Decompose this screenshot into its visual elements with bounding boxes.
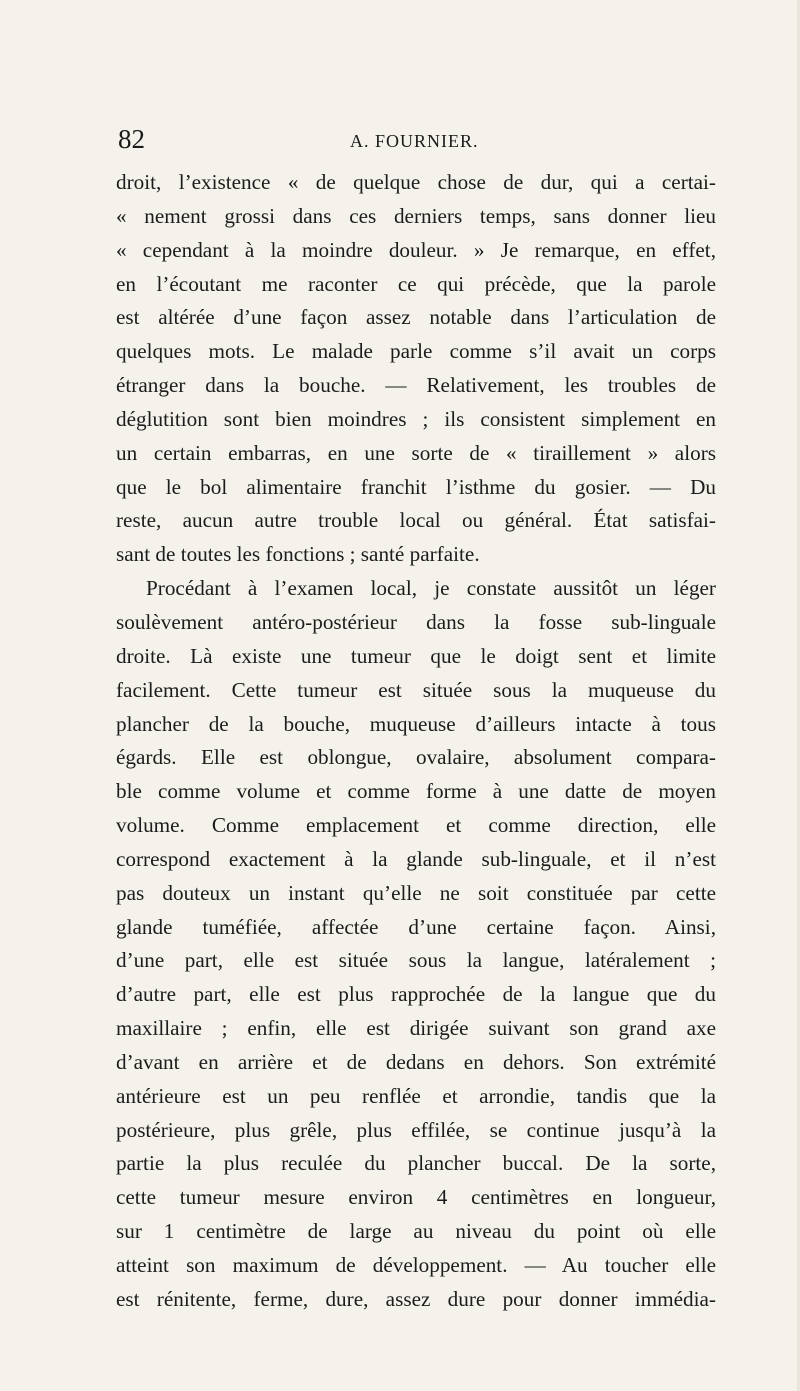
text-line: déglutition sont bien moindres ; ils consistent simplement en bbox=[116, 406, 716, 431]
text-line: glande tuméfiée, affectée d’une certaine façon. Ainsi, bbox=[116, 914, 716, 939]
text-line: en l’écoutant me raconter ce qui précède, que la parole bbox=[116, 271, 716, 296]
text-line: droit, l’existence « de quelque chose de dur, qui a certai- bbox=[116, 170, 716, 194]
text-line: « cependant à la moindre douleur. » Je remarque, en effet, bbox=[116, 237, 716, 262]
text-line: pas douteux un instant qu’elle ne soit constituée par cette bbox=[116, 880, 716, 905]
text-line: sant de toutes les fonctions ; santé parfaite. bbox=[116, 542, 480, 567]
text-line: que le bol alimentaire franchit l’isthme du gosier. — Du bbox=[116, 474, 716, 499]
text-line: sur 1 centimètre de large au niveau du point où elle bbox=[116, 1219, 716, 1244]
text-line: étranger dans la bouche. — Relativement, les troubles de bbox=[116, 373, 716, 398]
text-line: d’une part, elle est située sous la langue, latéralement ; bbox=[116, 948, 716, 973]
text-line: cette tumeur mesure environ 4 centimètres en longueur, bbox=[116, 1185, 716, 1210]
text-line: égards. Elle est oblongue, ovalaire, absolument compara- bbox=[116, 745, 716, 770]
text-line: ble comme volume et comme forme à une datte de moyen bbox=[116, 779, 716, 804]
text-line: quelques mots. Le malade parle comme s’il avait un corps bbox=[116, 339, 716, 364]
text-line: est altérée d’une façon assez notable dans l’articulation de bbox=[116, 305, 716, 330]
text-line: partie la plus reculée du plancher buccal. De la sorte, bbox=[116, 1151, 716, 1176]
text-line: d’avant en arrière et de dedans en dehors. Son extrémité bbox=[116, 1049, 716, 1074]
text-line: reste, aucun autre trouble local ou général. État satisfai- bbox=[116, 508, 716, 533]
text-line: soulèvement antéro-postérieur dans la fosse sub-linguale bbox=[116, 609, 716, 634]
text-line: volume. Comme emplacement et comme direction, elle bbox=[116, 813, 716, 838]
paragraph-start-line: Procédant à l’examen local, je constate aussitôt un léger bbox=[146, 576, 716, 601]
page-number: 82 bbox=[118, 124, 145, 154]
text-line: un certain embarras, en une sorte de « tiraillement » alors bbox=[116, 440, 716, 465]
text-line: correspond exactement à la glande sub-linguale, et il n’est bbox=[116, 846, 716, 871]
text-line: atteint son maximum de développement. — Au toucher elle bbox=[116, 1253, 716, 1277]
text-line: plancher de la bouche, muqueuse d’ailleurs intacte à tous bbox=[116, 711, 716, 736]
running-head: A. FOURNIER. bbox=[350, 131, 479, 151]
text-line: postérieure, plus grêle, plus effilée, se continue jusqu’à la bbox=[116, 1117, 716, 1142]
text-line: « nement grossi dans ces derniers temps, sans donner lieu bbox=[116, 203, 716, 228]
text-line: antérieure est un peu renflée et arrondie, tandis que la bbox=[116, 1083, 716, 1108]
text-line: est rénitente, ferme, dure, assez dure pour donner immédia- bbox=[116, 1286, 716, 1311]
page-header bbox=[118, 122, 718, 156]
body-text bbox=[116, 166, 716, 1317]
text-line: facilement. Cette tumeur est située sous la muqueuse du bbox=[116, 677, 716, 702]
text-line: droite. Là existe une tumeur que le doigt sent et limite bbox=[116, 643, 716, 668]
text-line: maxillaire ; enfin, elle est dirigée suivant son grand axe bbox=[116, 1016, 716, 1041]
text-line: d’autre part, elle est plus rapprochée de la langue que du bbox=[116, 982, 716, 1007]
